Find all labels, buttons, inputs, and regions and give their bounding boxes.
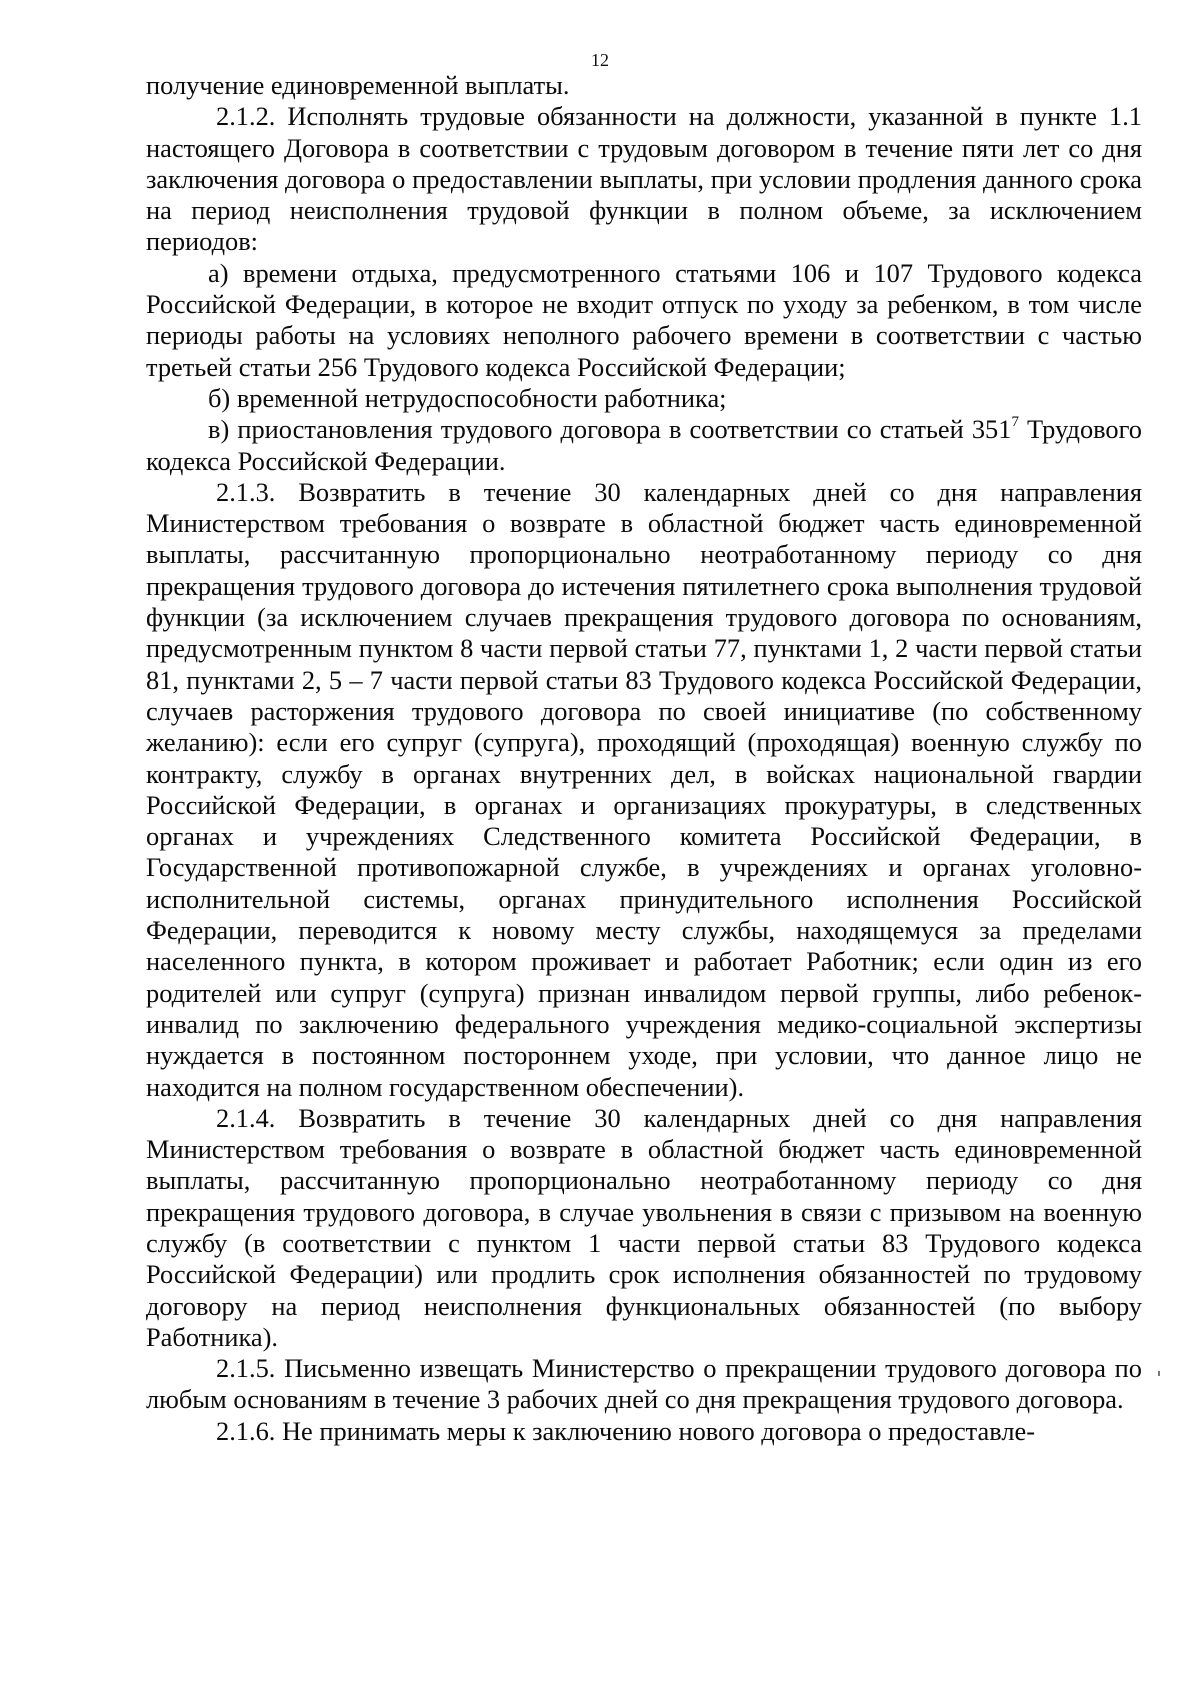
list-item-v [146, 414, 1142, 477]
document-body [146, 70, 1142, 1447]
list-item-v-text: в) приостановления трудового договора в соответствии со статьей 351 [208, 414, 1012, 445]
paragraph-2-1-2: 2.1.2. Исполнять трудовые обязанности на должности, указанной в пункте 1.1 настоящего Договора в соответствии с трудовым договором в течение пяти лет со дня заключения договора о предоставлении выплаты, при условии продления данного срока на период неисполнения трудовой функции в полном объеме, за исключением периодов: [146, 101, 1142, 257]
paragraph-2-1-6: 2.1.6. Не принимать меры к заключению нового договора о предоставле- [216, 1415, 1036, 1446]
page-number: 12 [591, 50, 609, 70]
paragraph-2-1-5: 2.1.5. Письменно извещать Министерство о прекращении трудового договора по любым основаниям в течение 3 рабочих дней со дня прекращения трудового договора. [146, 1353, 1142, 1415]
scan-speck [1158, 1371, 1160, 1376]
list-item-a: а) времени отдыха, предусмотренного статьями 106 и 107 Трудового кодекса Российской Федерации, в которое не входит отпуск по уходу за ребенком, в том числе периоды работы на условиях неполного рабочего времени в соответствии с частью третьей статьи 256 Трудового кодекса Российской Федерации; [146, 257, 1142, 382]
paragraph-continuation: получение единовременной выплаты. [146, 70, 570, 100]
paragraph-2-1-4: 2.1.4. Возвратить в течение 30 календарных дней со дня направления Министерством требования о возврате в областной бюджет часть единовременной выплаты, рассчитанную пропорционально неотработанному периоду со дня прекращения трудового договора, в случае увольнения в связи с призывом на военную службу (в соответствии с пунктом 1 части первой статьи 83 Трудового кодекса Российской Федерации) или продлить срок исполнения обязанностей по трудовому договору на период неисполнения функциональных обязанностей (по выбору Работника). [146, 1102, 1142, 1352]
list-item-v-text-end: Трудового кодекса Российской Федерации. [146, 414, 1142, 476]
list-item-b: б) временной нетрудоспособности работника; [208, 382, 727, 413]
article-superscript: 7 [1011, 414, 1019, 431]
paragraph-2-1-3: 2.1.3. Возвратить в течение 30 календарных дней со дня направления Министерством требования о возврате в областной бюджет часть единовременной выплаты, рассчитанную пропорционально неотработанному периоду со дня прекращения трудового договора до истечения пятилетнего срока выполнения трудовой функции (за исключением случаев прекращения трудового договора по основаниям, предусмотренным пунктом 8 части первой статьи 77, пунктами 1, 2 части первой статьи 81, пунктами 2, 5 – 7 части первой статьи 83 Трудового кодекса Российской Федерации, случаев расторжения трудового договора по своей инициативе (по собственному желанию): если его супруг (супруга), проходящий (проходящая) военную службу по контракту, службу в органах внутренних дел, в войсках национальной гвардии Российской Федерации, в органах и организациях прокуратуры, в следственных органах и учреждениях Следственного комитета Российской Федерации, в Государственной противопожарной службе, в учреждениях и органах уголовно-исполнительной системы, органах принудительного исполнения Российской Федерации, переводится к новому месту службы, находящемуся за пределами населенного пункта, в котором проживает и работает Работник; если один из его родителей или супруг (супруга) признан инвалидом первой группы, либо ребенок-инвалид по заключению федерального учреждения медико-социальной экспертизы нуждается в постоянном постороннем уходе, при условии, что данное лицо не находится на полном государственном обеспечении). [146, 476, 1142, 1102]
